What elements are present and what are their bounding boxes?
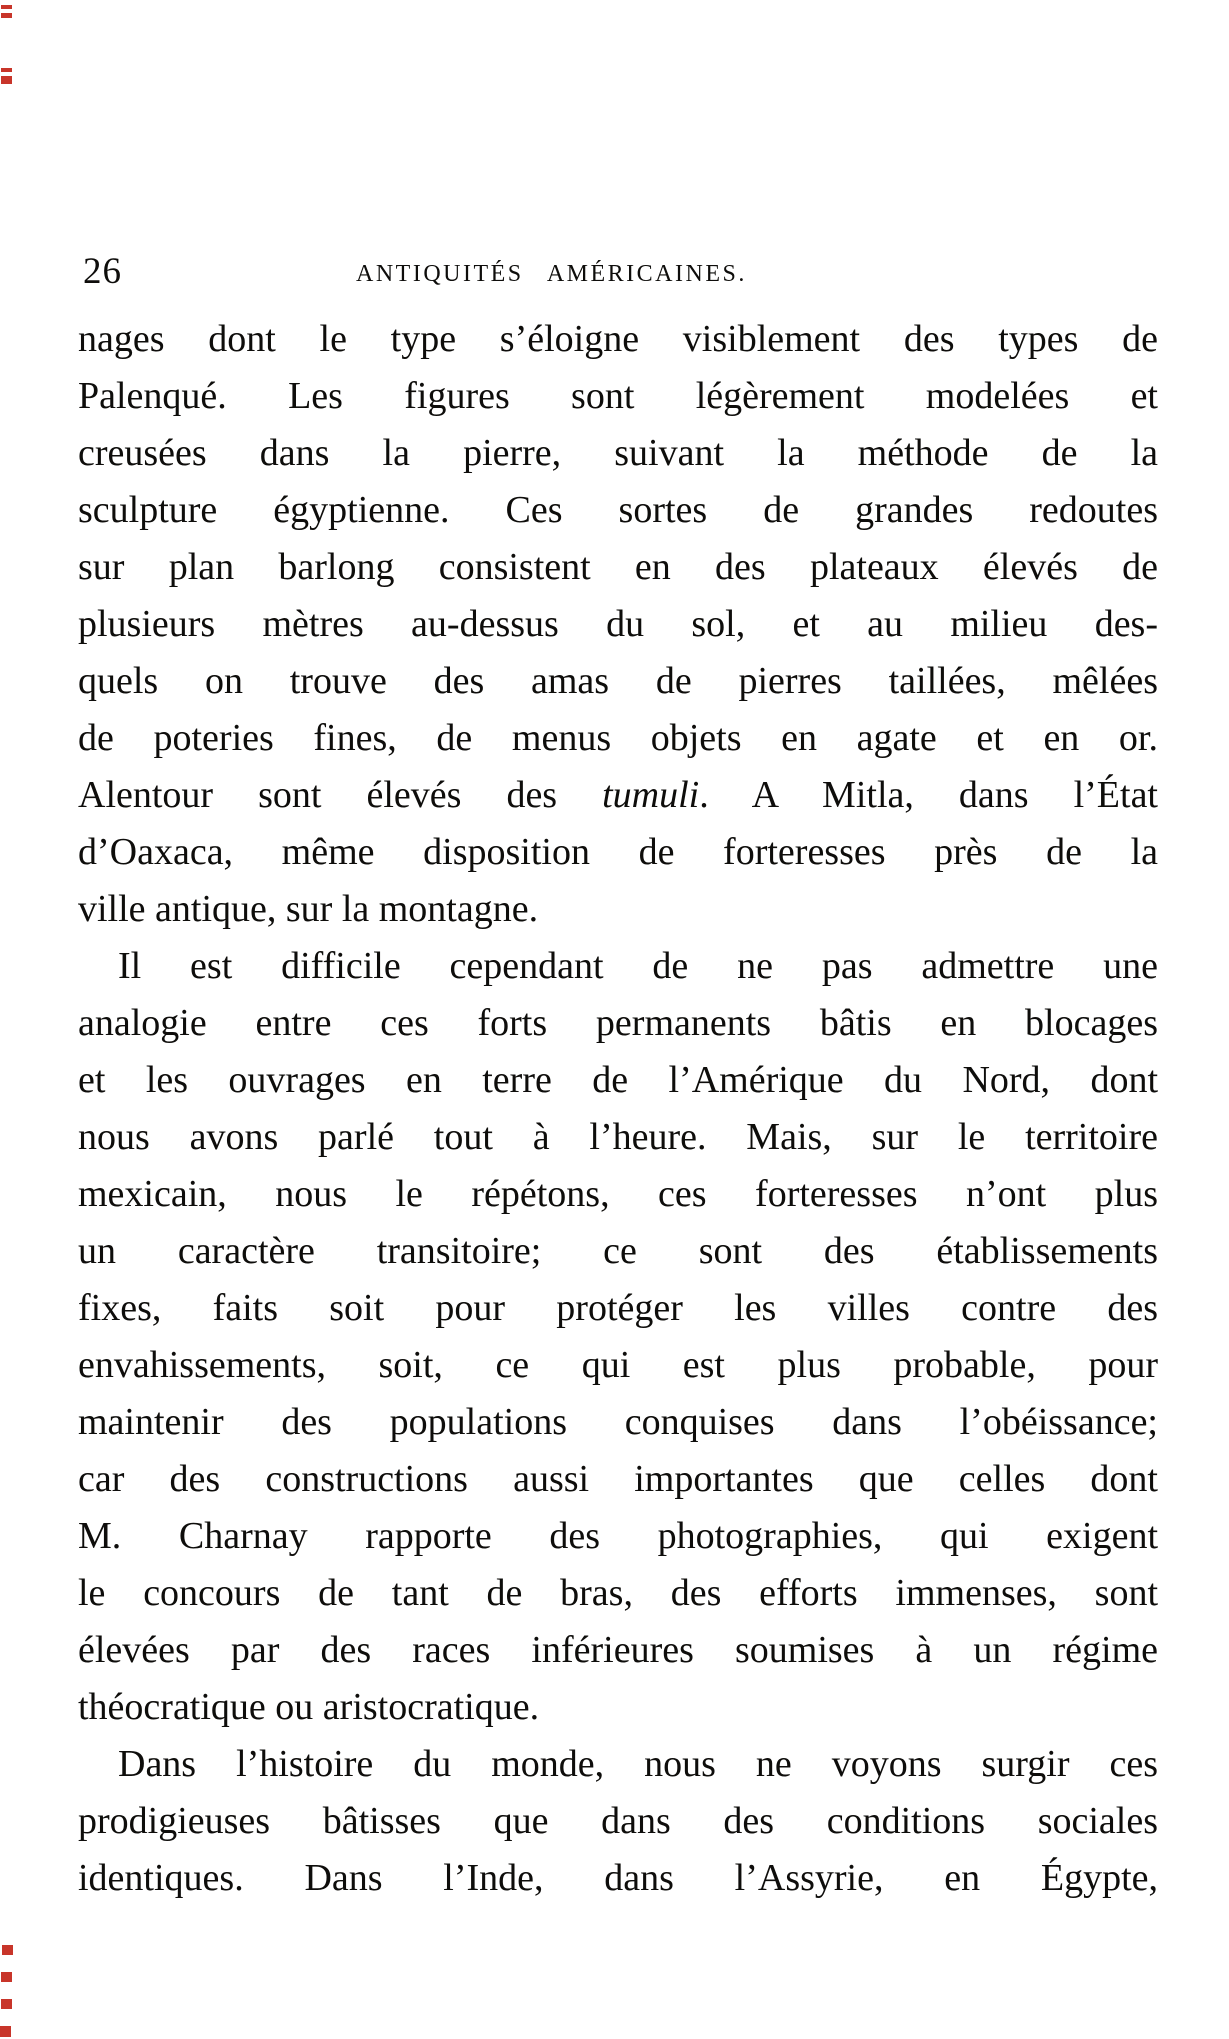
text-line — [78, 596, 1158, 653]
scan-registration-mark — [1, 5, 12, 18]
text-segment: un caractère transitoire; ce sont des établissements — [78, 1230, 1158, 1272]
text-segment: analogie entre ces forts permanents bâtis en blocages — [78, 1002, 1158, 1044]
text-segment: plusieurs mètres au-dessus du sol, et au milieu des- — [78, 603, 1158, 645]
text-line — [78, 482, 1158, 539]
text-segment: ville antique, sur la montagne. — [78, 888, 539, 930]
scan-registration-mark — [0, 2026, 11, 2037]
text-segment: fixes, faits soit pour protéger les villes contre des — [78, 1287, 1158, 1329]
text-segment: maintenir des populations conquises dans l’obéissance; — [78, 1401, 1158, 1443]
text-line — [78, 1565, 1158, 1622]
text-line — [78, 1052, 1158, 1109]
text-segment: le concours de tant de bras, des efforts immenses, sont — [78, 1572, 1158, 1614]
text-segment: quels on trouve des amas de pierres taillées, mêlées — [78, 660, 1158, 702]
text-segment: Dans l’histoire du monde, nous ne voyons surgir ces — [118, 1743, 1158, 1785]
text-line — [78, 1166, 1158, 1223]
text-line — [78, 710, 1158, 767]
text-segment: car des constructions aussi importantes que celles dont — [78, 1458, 1158, 1500]
text-line — [78, 368, 1158, 425]
text-line — [78, 425, 1158, 482]
text-segment: Il est difficile cependant de ne pas admettre une — [118, 945, 1158, 987]
page-number: 26 — [83, 251, 122, 292]
running-head: ANTIQUITÉS AMÉRICAINES. — [356, 261, 747, 287]
text-line — [78, 1280, 1158, 1337]
text-line — [78, 995, 1158, 1052]
text-line — [78, 1451, 1158, 1508]
text-line — [78, 938, 1158, 995]
text-segment: M. Charnay rapporte des photographies, qui exigent — [78, 1515, 1158, 1557]
text-segment: . A Mitla, dans l’État — [699, 774, 1158, 816]
text-segment: Alentour sont élevés des — [78, 774, 603, 816]
scan-registration-mark — [1, 1999, 12, 2009]
text-line — [78, 1508, 1158, 1565]
text-segment: sculpture égyptienne. Ces sortes de grandes redoutes — [78, 489, 1158, 531]
text-segment: sur plan barlong consistent en des plateaux élevés de — [78, 546, 1158, 588]
scan-registration-mark — [2, 1945, 13, 1955]
text-line — [78, 1337, 1158, 1394]
text-line — [78, 1793, 1158, 1850]
text-segment: élevées par des races inférieures soumises à un régime — [78, 1629, 1158, 1671]
text-line — [78, 824, 1158, 881]
italic-text: tumuli — [602, 774, 700, 816]
scan-registration-mark — [1, 68, 12, 84]
text-segment: identiques. Dans l’Inde, dans l’Assyrie, en Égypte, — [78, 1857, 1158, 1899]
text-segment: de poteries fines, de menus objets en agate et en or. — [78, 717, 1158, 759]
text-segment: et les ouvrages en terre de l’Amérique du Nord, dont — [78, 1059, 1158, 1101]
text-line — [78, 1679, 1158, 1736]
text-segment: d’Oaxaca, même disposition de forteresses près de la — [78, 831, 1158, 873]
body-text — [78, 311, 1158, 1907]
text-line — [78, 1109, 1158, 1166]
text-line — [78, 1622, 1158, 1679]
text-line — [78, 1394, 1158, 1451]
text-line — [78, 1850, 1158, 1907]
text-segment: théocratique ou aristocratique. — [78, 1686, 540, 1728]
text-segment: Palenqué. Les figures sont légèrement modelées et — [78, 375, 1158, 417]
text-segment: mexicain, nous le répétons, ces forteresses n’ont plus — [78, 1173, 1158, 1215]
text-line — [78, 881, 1158, 938]
text-line — [78, 1736, 1158, 1793]
text-segment: envahissements, soit, ce qui est plus probable, pour — [78, 1344, 1158, 1386]
text-segment: prodigieuses bâtisses que dans des conditions sociales — [78, 1800, 1158, 1842]
scan-registration-mark — [1, 1972, 12, 1982]
text-line — [78, 653, 1158, 710]
text-segment: nages dont le type s’éloigne visiblement des types de — [78, 318, 1158, 360]
text-line — [78, 767, 1158, 824]
text-segment: nous avons parlé tout à l’heure. Mais, sur le territoire — [78, 1116, 1158, 1158]
text-segment: creusées dans la pierre, suivant la méthode de la — [78, 432, 1158, 474]
text-line — [78, 539, 1158, 596]
text-line — [78, 1223, 1158, 1280]
text-line — [78, 311, 1158, 368]
